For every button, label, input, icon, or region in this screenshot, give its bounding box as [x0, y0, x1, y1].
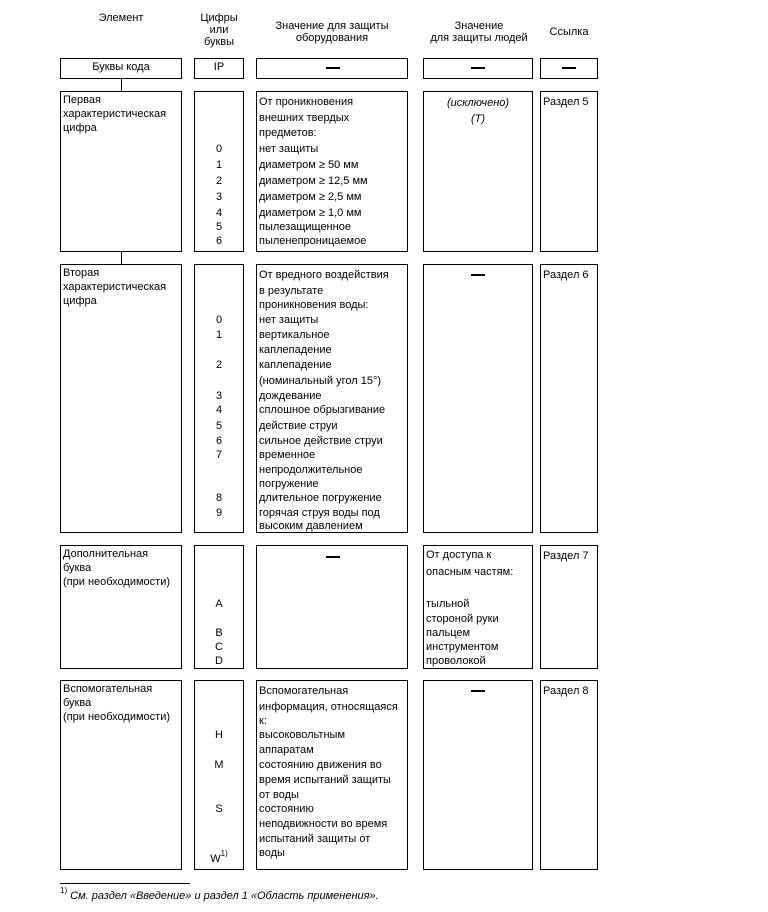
connector-line [121, 78, 122, 91]
row4-ref: Раздел 8 [543, 685, 589, 697]
row3-code-item: B [215, 627, 223, 639]
row3-element-line: Дополнительная [63, 548, 149, 560]
row3-element-line: (при необходимости) [63, 576, 171, 588]
row1-code-item: 2 [215, 175, 223, 187]
row2-equipment-line: сильное действие струи [259, 435, 383, 447]
row1-item-text: диаметром ≥ 50 мм [259, 159, 359, 171]
row2-equipment-line: проникновения воды: [259, 299, 369, 311]
row2-element [63, 266, 166, 308]
row1-ref: Раздел 5 [543, 96, 589, 108]
row1-item-text: диаметром ≥ 12,5 мм [259, 175, 368, 187]
row4-equipment-line: Вспомогательная [259, 685, 349, 697]
row1-element-box [60, 91, 182, 252]
row1-ref-box [540, 91, 598, 252]
row1-code-item: 4 [215, 207, 223, 219]
connector-line [121, 251, 122, 265]
footnote-separator [60, 883, 190, 884]
row2-element-line: Вторая [63, 267, 100, 279]
row1-item-text: пылезащищенное [259, 221, 351, 233]
header-equipment [256, 20, 408, 44]
row4-equipment-line: неподвижности во время [259, 818, 388, 830]
row0-code: IP [213, 61, 225, 73]
row1-code-item: 0 [215, 143, 223, 155]
row2-equipment-line: непродолжительное [259, 464, 363, 476]
row1-code-item: 5 [215, 221, 223, 233]
row2-code-item: 0 [215, 314, 223, 326]
footnote-mark: 1) [60, 886, 68, 895]
row2-equipment-line: нет защиты [259, 314, 319, 326]
row2-code-item: 8 [215, 492, 223, 504]
header-people-line: Значение [454, 20, 504, 32]
header-people-line: для защиты людей [430, 32, 528, 44]
dash-mark [326, 556, 340, 558]
row1-element-line: цифра [63, 122, 97, 134]
row2-code-item: 5 [215, 420, 223, 432]
row1-intro-line: предметов: [259, 127, 317, 139]
row1-people-box [423, 91, 533, 252]
row3-ref: Раздел 7 [543, 550, 589, 562]
row0-equipment-box [256, 58, 408, 79]
header-code-line: буквы [203, 36, 235, 48]
row3-people-line: От доступа к [426, 549, 492, 561]
header-equipment-line: Значение для защиты [275, 20, 389, 32]
row3-people-line: пальцем [426, 627, 471, 639]
row3-code-item: C [215, 641, 223, 653]
dash-mark [326, 67, 340, 69]
row2-equipment-line: действие струи [259, 420, 338, 432]
row1-element-line: характеристическая [63, 108, 167, 120]
row2-equipment-line: каплепадение [259, 344, 332, 356]
footnote [60, 886, 379, 902]
row2-code-item: 3 [215, 390, 223, 402]
header-code-line: Цифры [200, 12, 238, 24]
row2-code-item: 1 [215, 329, 223, 341]
row1-element [63, 93, 166, 135]
row1-intro-line: внешних твердых [259, 112, 350, 124]
row3-people-line: тыльной [426, 598, 470, 610]
header-equipment-line: оборудования [295, 32, 369, 44]
row4-ref-box [540, 680, 598, 870]
header-code-line: или [209, 24, 229, 36]
row2-code-item: 6 [215, 435, 223, 447]
row3-people-line: опасным частям: [426, 566, 514, 578]
row4-code-item: M [214, 759, 224, 771]
footnote-text: См. раздел «Введение» и раздел 1 «Область применения». [67, 890, 379, 902]
row4-people-box [423, 680, 533, 870]
row0-ref-box [540, 58, 598, 79]
row3-people-line: стороной руки [426, 613, 499, 625]
row2-equipment-line: погружение [259, 478, 319, 490]
row1-item-text: пыленепроницаемое [259, 235, 367, 247]
row2-equipment-line: сплошное обрызгивание [259, 404, 386, 416]
row1-element-line: Первая [63, 94, 101, 106]
row4-element [63, 682, 170, 724]
row1-item-text: диаметром ≥ 1,0 мм [259, 207, 362, 219]
row2-equipment-line: дождевание [259, 390, 322, 402]
dash-mark [562, 67, 576, 69]
row4-element-line: буква [63, 697, 92, 709]
row1-item-text: нет защиты [259, 143, 319, 155]
row4-code-item: S [215, 803, 223, 815]
row1-code-item: 3 [215, 191, 223, 203]
row1-intro-line: От проникновения [259, 96, 354, 108]
header-people [418, 20, 540, 44]
row1-code-item: 6 [215, 235, 223, 247]
row4-equipment-line: к: [259, 715, 267, 727]
row0-element: Буквы кода [92, 61, 150, 73]
row2-element-line: характеристическая [63, 281, 167, 293]
row3-ref-box [540, 545, 598, 669]
row2-ref: Раздел 6 [543, 269, 589, 281]
row2-ref-box [540, 264, 598, 533]
row4-code-box [194, 680, 244, 870]
row4-equipment-line: информация, относящаяся [259, 701, 398, 713]
row2-element-box [60, 264, 182, 533]
row2-equipment-line: вертикальное [259, 329, 330, 341]
row3-code-item: D [215, 655, 223, 667]
header-element: Элемент [98, 12, 144, 24]
row2-equipment-line: длительное погружение [259, 492, 382, 504]
row4-equipment-line: состоянию [259, 803, 314, 815]
row3-element [63, 547, 170, 589]
footnote-ref: 1) [220, 849, 228, 858]
row2-equipment-line: От вредного воздействия [259, 269, 389, 281]
row1-item-text: диаметром ≥ 2,5 мм [259, 191, 362, 203]
row4-equipment-line: высоковольтным [259, 729, 346, 741]
row4-element-line: (при необходимости) [63, 711, 171, 723]
row1-people-line: (Т) [470, 112, 486, 125]
row3-equipment-box [256, 545, 408, 669]
row1-people [424, 96, 532, 127]
row2-equipment-line: высоким давлением [259, 520, 363, 532]
row4-equipment-line: испытаний защиты от [259, 833, 371, 845]
row4-equipment-line: аппаратам [259, 744, 314, 756]
row4-equipment-line: воды [259, 847, 285, 859]
row0-people-box [423, 58, 533, 79]
header-ref: Ссылка [549, 26, 589, 38]
dash-mark [471, 690, 485, 692]
row4-code-w: W [210, 853, 221, 865]
row1-people-line: (исключено) [446, 97, 510, 109]
row3-code-item: A [215, 598, 223, 610]
row4-code-item-w [204, 849, 234, 868]
row4-equipment-line: время испытаний защиты [259, 774, 391, 786]
row2-element-line: цифра [63, 295, 97, 307]
header-code [190, 12, 248, 48]
row3-people-line: проволокой [426, 655, 486, 667]
row3-element-line: буква [63, 562, 92, 574]
row1-code-item: 1 [215, 159, 223, 171]
row2-code-item: 2 [215, 359, 223, 371]
row2-code-item: 7 [215, 449, 223, 461]
row4-code-item: H [215, 729, 223, 741]
row4-equipment-line: от воды [259, 789, 299, 801]
row2-code-item: 4 [215, 404, 223, 416]
row3-people-line: инструментом [426, 641, 499, 653]
row2-equipment-line: горячая струя воды под [259, 507, 380, 519]
row2-equipment-line: временное [259, 449, 316, 461]
row2-equipment-line: каплепадение [259, 359, 332, 371]
row0-element-box [60, 58, 182, 79]
row4-element-box [60, 680, 182, 870]
row0-code-box [194, 58, 244, 79]
dash-mark [471, 274, 485, 276]
row2-code-item: 9 [215, 507, 223, 519]
dash-mark [471, 67, 485, 69]
row3-element-box [60, 545, 182, 669]
row2-people-box [423, 264, 533, 533]
row4-equipment-line: состоянию движения во [259, 759, 382, 771]
row2-equipment-line: в результате [259, 285, 324, 297]
row4-element-line: Вспомогательная [63, 683, 153, 695]
row2-equipment-line: (номинальный угол 15°) [259, 375, 382, 387]
